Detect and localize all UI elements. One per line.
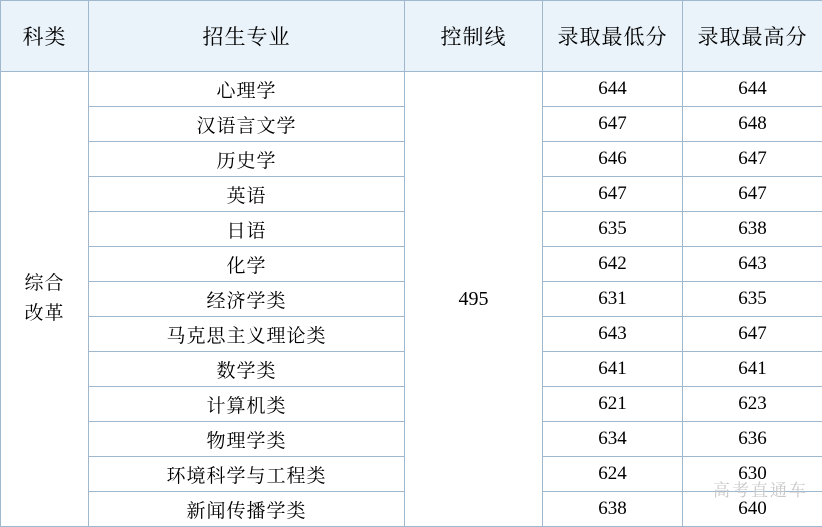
column-header-min-score: 录取最低分 <box>543 1 683 72</box>
column-header-max-score: 录取最高分 <box>683 1 822 72</box>
min-score-cell: 624 <box>543 457 683 492</box>
column-header-major: 招生专业 <box>89 1 405 72</box>
max-score-cell: 643 <box>683 247 822 282</box>
column-header-control-line: 控制线 <box>405 1 543 72</box>
table-header <box>1 1 822 72</box>
min-score-cell: 646 <box>543 142 683 177</box>
watermark: 高考直通车 <box>713 476 808 501</box>
min-score-cell: 641 <box>543 352 683 387</box>
max-score-cell: 636 <box>683 422 822 457</box>
major-cell: 计算机类 <box>89 387 405 422</box>
max-score-cell: 644 <box>683 72 822 107</box>
category-cell <box>1 72 89 527</box>
min-score-cell: 635 <box>543 212 683 247</box>
category-line-2: 改革 <box>1 299 88 329</box>
max-score-cell: 647 <box>683 177 822 212</box>
major-cell: 化学 <box>89 247 405 282</box>
table-body <box>1 72 822 527</box>
major-cell: 新闻传播学类 <box>89 492 405 527</box>
max-score-cell: 638 <box>683 212 822 247</box>
major-cell: 心理学 <box>89 72 405 107</box>
min-score-cell: 621 <box>543 387 683 422</box>
min-score-cell: 647 <box>543 177 683 212</box>
min-score-cell: 642 <box>543 247 683 282</box>
min-score-cell: 647 <box>543 107 683 142</box>
column-header-category: 科类 <box>1 1 89 72</box>
max-score-cell: 647 <box>683 142 822 177</box>
min-score-cell: 638 <box>543 492 683 527</box>
min-score-cell: 643 <box>543 317 683 352</box>
max-score-cell: 641 <box>683 352 822 387</box>
max-score-cell: 630 <box>683 457 822 492</box>
major-cell: 经济学类 <box>89 282 405 317</box>
min-score-cell: 644 <box>543 72 683 107</box>
max-score-cell: 648 <box>683 107 822 142</box>
control-line-cell: 495 <box>405 72 543 527</box>
max-score-cell: 635 <box>683 282 822 317</box>
max-score-cell: 640 <box>683 492 822 527</box>
major-cell: 汉语言文学 <box>89 107 405 142</box>
header-row <box>1 1 822 72</box>
major-cell: 数学类 <box>89 352 405 387</box>
max-score-cell: 623 <box>683 387 822 422</box>
category-line-1: 综合 <box>1 269 88 299</box>
max-score-cell: 647 <box>683 317 822 352</box>
major-cell: 环境科学与工程类 <box>89 457 405 492</box>
min-score-cell: 631 <box>543 282 683 317</box>
major-cell: 英语 <box>89 177 405 212</box>
major-cell: 物理学类 <box>89 422 405 457</box>
major-cell: 马克思主义理论类 <box>89 317 405 352</box>
major-cell: 日语 <box>89 212 405 247</box>
table-row <box>1 72 822 107</box>
major-cell: 历史学 <box>89 142 405 177</box>
min-score-cell: 634 <box>543 422 683 457</box>
